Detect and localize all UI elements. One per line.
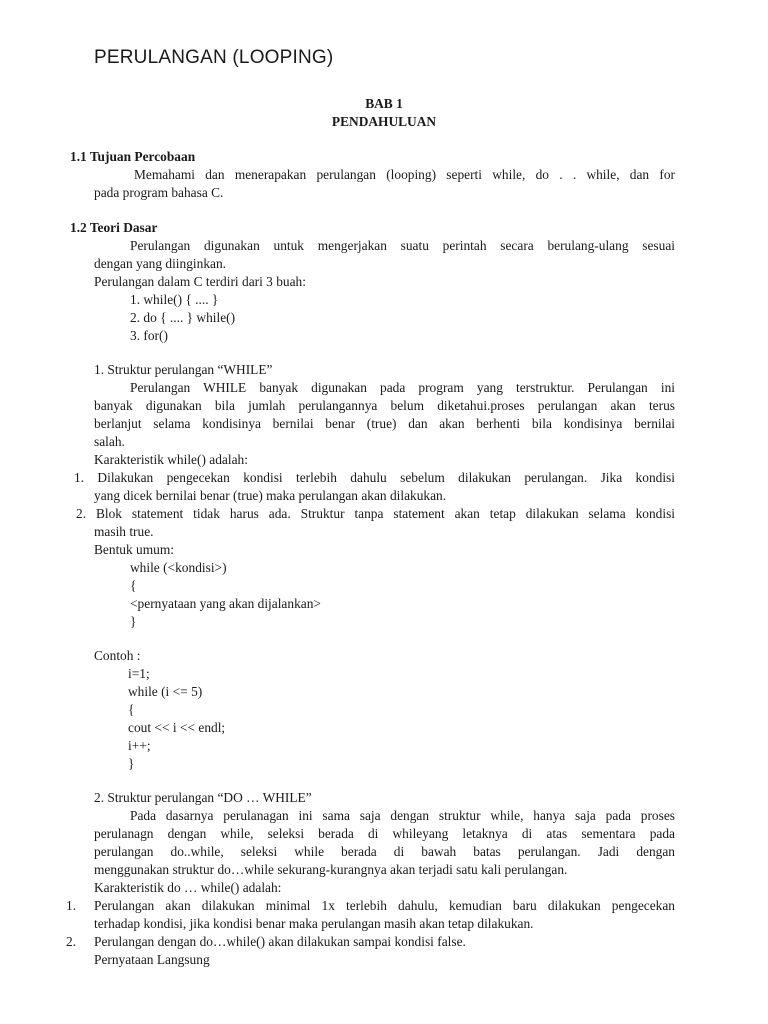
while-characteristic-2 bbox=[76, 505, 675, 541]
paragraph-line: pada program bahasa C. bbox=[94, 185, 224, 200]
dowhile-characteristic-2: Perulangan dengan do…while() akan dilakukan sampai kondisi false. bbox=[94, 934, 466, 949]
while-heading: 1. Struktur perulangan “WHILE” bbox=[94, 362, 273, 377]
paragraph-line: Perulangan digunakan untuk mengerjakan suatu perintah secara berulang-ulang sesuai bbox=[130, 238, 675, 253]
code-line: { bbox=[128, 702, 135, 717]
teori-intro bbox=[94, 237, 675, 345]
paragraph-line: masih true. bbox=[94, 524, 154, 539]
paragraph-line: Karakteristik do … while() adalah: bbox=[94, 880, 282, 895]
paragraph-line: 1. Dilakukan pengecekan kondisi terlebih dahulu sebelum dilakukan perulangan. Jika kondisi bbox=[74, 470, 675, 485]
code-line: cout << i << endl; bbox=[128, 720, 226, 735]
paragraph-line: banyak digunakan bila jumlah perulangannya belum diketahui.proses perulangan akan terus bbox=[94, 398, 675, 413]
document-title: PERULANGAN (LOOPING) bbox=[94, 47, 334, 68]
code-line: i++; bbox=[128, 738, 151, 753]
paragraph-line: Pernyataan Langsung bbox=[94, 952, 210, 967]
paragraph-line: Karakteristik while() adalah: bbox=[94, 452, 248, 467]
paragraph-line: terhadap kondisi, jika kondisi benar maka perulangan masih akan tetap dilakukan. bbox=[94, 916, 534, 931]
dowhile-characteristic-1 bbox=[94, 897, 675, 933]
paragraph-line: yang dicek bernilai benar (true) maka perulangan akan dilakukan. bbox=[94, 488, 447, 503]
paragraph-line: Memahami dan menerapakan perulangan (looping) seperti while, do . . while, dan for bbox=[134, 167, 675, 182]
while-description bbox=[94, 379, 675, 469]
paragraph-line: Perulangan dalam C terdiri dari 3 buah: bbox=[94, 274, 306, 289]
paragraph-line: Perulangan akan dilakukan minimal 1x terlebih dahulu, kemudian baru dilakukan pengecekan bbox=[94, 898, 675, 913]
paragraph-line: berlanjut selama kondisinya bernilai benar (true) dan akan berhenti bila kondisinya bernilai bbox=[94, 416, 675, 431]
paragraph-line: menggunakan struktur do…while sekurang-kurangnya akan terjadi satu kali perulangan. bbox=[94, 862, 568, 877]
code-line: while (<kondisi>) bbox=[130, 560, 227, 575]
paragraph-line: Contoh : bbox=[94, 648, 141, 663]
dowhile-heading: 2. Struktur perulangan “DO … WHILE” bbox=[94, 790, 312, 805]
list-item: 2. do { .... } while() bbox=[130, 310, 236, 325]
paragraph-line: 2. Blok statement tidak harus ada. Struktur tanpa statement akan tetap dilakukan selama kondisi bbox=[76, 506, 675, 521]
code-line: while (i <= 5) bbox=[128, 684, 203, 699]
list-number: 2. bbox=[66, 934, 77, 949]
code-line: i=1; bbox=[128, 666, 150, 681]
section-heading-tujuan: 1.1 Tujuan Percobaan bbox=[70, 149, 196, 164]
dowhile-description bbox=[94, 807, 675, 897]
section-heading-teori: 1.2 Teori Dasar bbox=[70, 220, 158, 235]
paragraph-line: Bentuk umum: bbox=[94, 542, 174, 557]
code-line: } bbox=[130, 614, 137, 629]
list-item: 1. while() { .... } bbox=[130, 292, 219, 307]
while-characteristic-1 bbox=[74, 469, 675, 505]
paragraph-line: Pada dasarnya perulanagan ini sama saja dengan struktur while, hanya saja pada proses bbox=[130, 808, 675, 823]
paragraph-line: perulangan do..while, seleksi while berada di bawah batas perulangan. Jadi dengan bbox=[94, 844, 675, 859]
code-line: { bbox=[130, 578, 137, 593]
paragraph-line: Perulangan WHILE banyak digunakan pada program yang terstruktur. Perulangan ini bbox=[130, 380, 675, 395]
list-number: 1. bbox=[66, 898, 77, 913]
code-line: } bbox=[128, 756, 135, 771]
tujuan-paragraph bbox=[94, 166, 675, 202]
list-item: 3. for() bbox=[130, 328, 168, 343]
code-line: <pernyataan yang akan dijalankan> bbox=[130, 596, 321, 611]
chapter-label: BAB 1 bbox=[365, 96, 403, 111]
chapter-name: PENDAHULUAN bbox=[331, 114, 437, 129]
paragraph-line: perulanagn dengan while, seleksi berada di whileyang letaknya di atas sementara pada bbox=[94, 826, 675, 841]
paragraph-line: dengan yang diinginkan. bbox=[94, 256, 227, 271]
while-general-form bbox=[94, 541, 675, 631]
paragraph-line: salah. bbox=[94, 434, 125, 449]
while-example bbox=[94, 647, 675, 773]
